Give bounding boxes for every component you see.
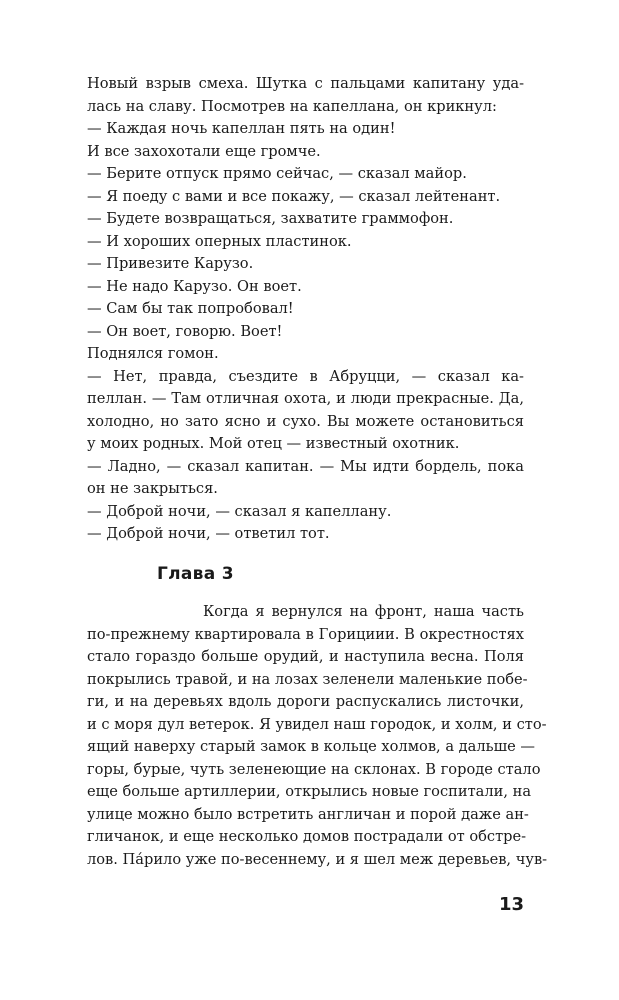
text-line: пеллан. — Там отличная охота, и люди прекрасные. Да, xyxy=(87,390,524,407)
text-line: — Ладно, — сказал капитан. — Мы идти бордель, пока xyxy=(87,457,524,475)
text-line: лов. Па́рило уже по-весеннему, и я шел меж деревьев, чув- xyxy=(87,850,548,868)
text-line: — Я поеду с вами и все покажу, — сказал лейтенант. xyxy=(87,187,501,205)
text-line: по-прежнему квартировала в Горициии. В окрестностях xyxy=(87,625,524,643)
text-line: — Доброй ночи, — сказал я капеллану. xyxy=(87,502,392,520)
text-line: горы, бурые, чуть зеленеющие на склонах. В городе стало xyxy=(87,760,541,778)
text-line: — Берите отпуск прямо сейчас, — сказал майор. xyxy=(87,165,467,182)
text-line: гличанок, и еще несколько домов пострадали от обстре- xyxy=(87,828,527,845)
text-line: ги, и на деревьях вдоль дороги распускались листочки, xyxy=(87,693,524,710)
text-line: Новый взрыв смеха. Шутка с пальцами капитану уда- xyxy=(87,75,524,92)
text-line: — Будете возвращаться, захватите граммофон. xyxy=(87,210,454,227)
text-line: — Он воет, говорю. Воет! xyxy=(87,322,283,340)
text-line: — И хороших оперных пластинок. xyxy=(87,232,352,250)
text-line: стало гораздо больше орудий, и наступила весна. Поля xyxy=(87,648,524,665)
chapter-text xyxy=(87,601,548,871)
text-line: И все захохотали еще громче. xyxy=(87,142,321,160)
chapter-heading: Глава 3 xyxy=(157,564,234,584)
page-number: 13 xyxy=(498,894,524,915)
text-line: — Нет, правда, съездите в Абруцци, — сказал ка- xyxy=(87,367,524,385)
text-line: холодно, но зато ясно и сухо. Вы можете остановиться xyxy=(87,412,524,430)
text-line: — Не надо Карузо. Он воет. xyxy=(87,277,302,295)
text-line: Поднялся гомон. xyxy=(87,345,219,362)
text-line: — Сам бы так попробовал! xyxy=(87,300,294,317)
text-line: еще больше артиллерии, открылись новые госпитали, на xyxy=(87,783,532,800)
text-line: Когда я вернулся на фронт, наша часть xyxy=(203,603,524,620)
text-line: и с моря дул ветерок. Я увидел наш городок, и холм, и сто- xyxy=(87,715,547,733)
text-line: ящий наверху старый замок в кольце холмов, а дальше — xyxy=(87,738,536,755)
text-line: — Привезите Карузо. xyxy=(87,255,254,272)
text-line: покрылись травой, и на лозах зеленели маленькие побе- xyxy=(87,670,528,688)
text-line: — Каждая ночь капеллан пять на один! xyxy=(87,120,396,137)
text-line: у моих родных. Мой отец — известный охотник. xyxy=(87,435,460,452)
text-line: улице можно было встретить англичан и порой даже ан- xyxy=(87,805,529,823)
text-line: лась на славу. Посмотрев на капеллана, он крикнул: xyxy=(87,97,497,115)
body-text xyxy=(87,73,524,546)
text-line: — Доброй ночи, — ответил тот. xyxy=(87,525,330,542)
text-line: он не закрыться. xyxy=(87,480,218,497)
